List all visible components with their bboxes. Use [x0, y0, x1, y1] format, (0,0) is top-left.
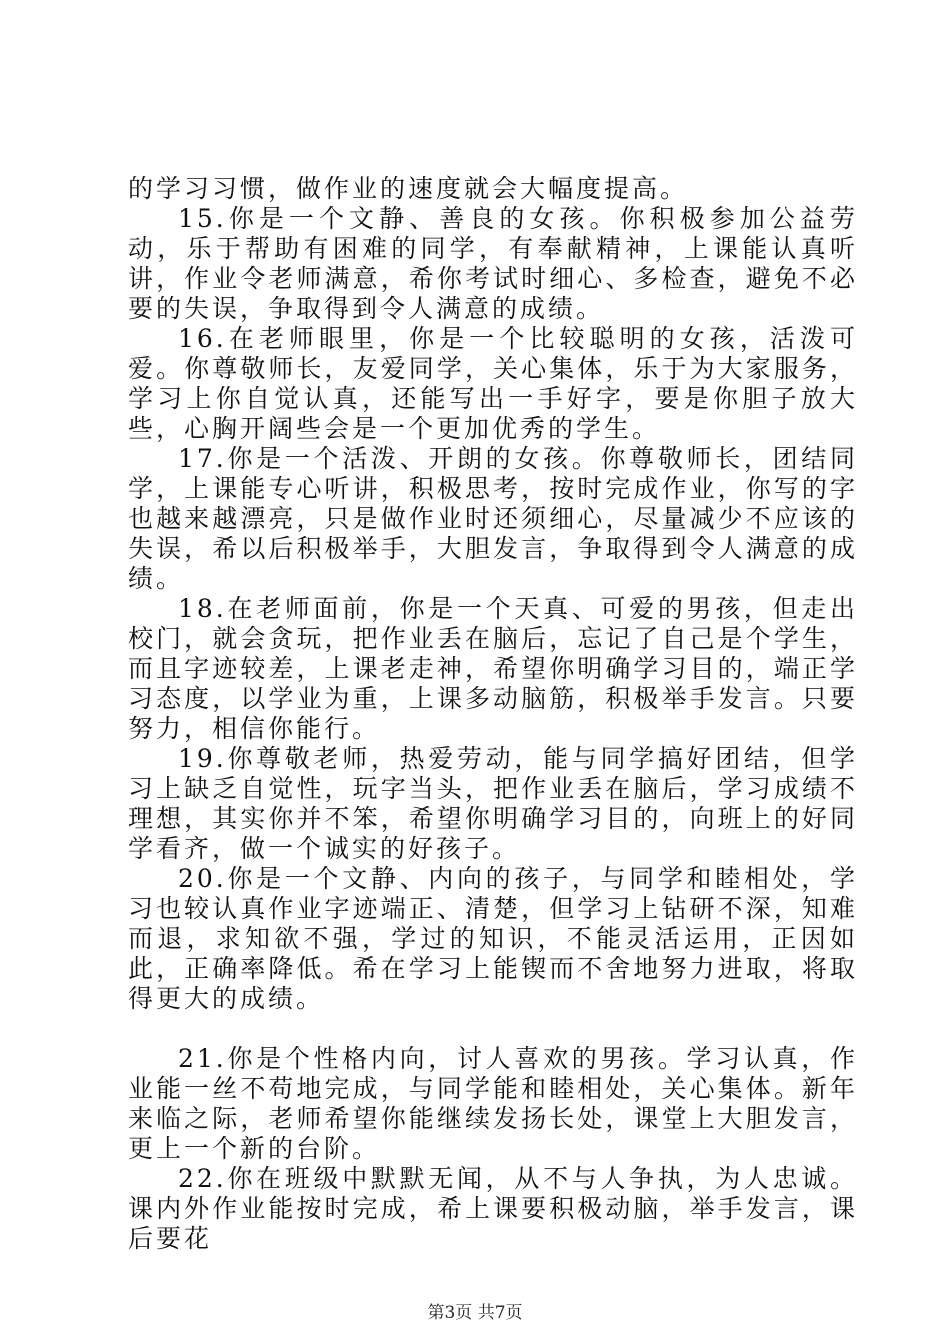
comment-21: 21.你是个性格内向，讨人喜欢的男孩。学习认真，作业能一丝不苟地完成，与同学能和睦相处，关心集体。新年来临之际，老师希望你能继续发扬长处，课堂上大胆发言，更上一个新的台阶。 [128, 1044, 858, 1163]
comment-16: 16.在老师眼里，你是一个比较聪明的女孩，活泼可爱。你尊敬师长，友爱同学，关心集体，乐于为大家服务，学习上你自觉认真，还能写出一手好字，要是你胆子放大些，心胸开阔些会是一个更加优秀的学生。 [128, 324, 858, 443]
comment-18: 18.在老师面前，你是一个天真、可爱的男孩，但走出校门，就会贪玩，把作业丢在脑后，忘记了自己是个学生，而且字迹较差，上课老走神，希望你明确学习目的，端正学习态度，以学业为重，上课多动脑筋，积极举手发言。只要努力，相信你能行。 [128, 594, 858, 743]
paragraph-spacer [128, 1014, 858, 1044]
comment-17: 17.你是一个活泼、开朗的女孩。你尊敬师长，团结同学，上课能专心听讲，积极思考，按时完成作业，你写的字也越来越漂亮，只是做作业时还须细心，尽量减少不应该的失误，希以后积极举手，大胆发言，争取得到令人满意的成绩。 [128, 444, 858, 593]
page-number-footer: 第3页 共7页 [427, 1303, 523, 1323]
comment-20: 20.你是一个文静、内向的孩子，与同学和睦相处，学习也较认真作业字迹端正、清楚，但学习上钻研不深，知难而退，求知欲不强，学过的知识，不能灵活运用，正因如此，正确率降低。希在学习上能锲而不舍地努力进取，将取得更大的成绩。 [128, 864, 858, 1013]
document-body [128, 174, 858, 1254]
comment-22: 22.你在班级中默默无闻，从不与人争执，为人忠诚。课内外作业能按时完成，希上课要积极动脑，举手发言，课后要花 [128, 1164, 858, 1253]
comment-15: 15.你是一个文静、善良的女孩。你积极参加公益劳动，乐于帮助有困难的同学，有奉献精神，上课能认真听讲，作业令老师满意，希你考试时细心、多检查，避免不必要的失误，争取得到令人满意的成绩。 [128, 204, 858, 323]
comment-19: 19.你尊敬老师，热爱劳动，能与同学搞好团结，但学习上缺乏自觉性，玩字当头，把作业丢在脑后，学习成绩不理想，其实你并不笨，希望你明确学习目的，向班上的好同学看齐，做一个诚实的好孩子。 [128, 744, 858, 863]
paragraph-continuation: 的学习习惯，做作业的速度就会大幅度提高。 [128, 174, 689, 203]
